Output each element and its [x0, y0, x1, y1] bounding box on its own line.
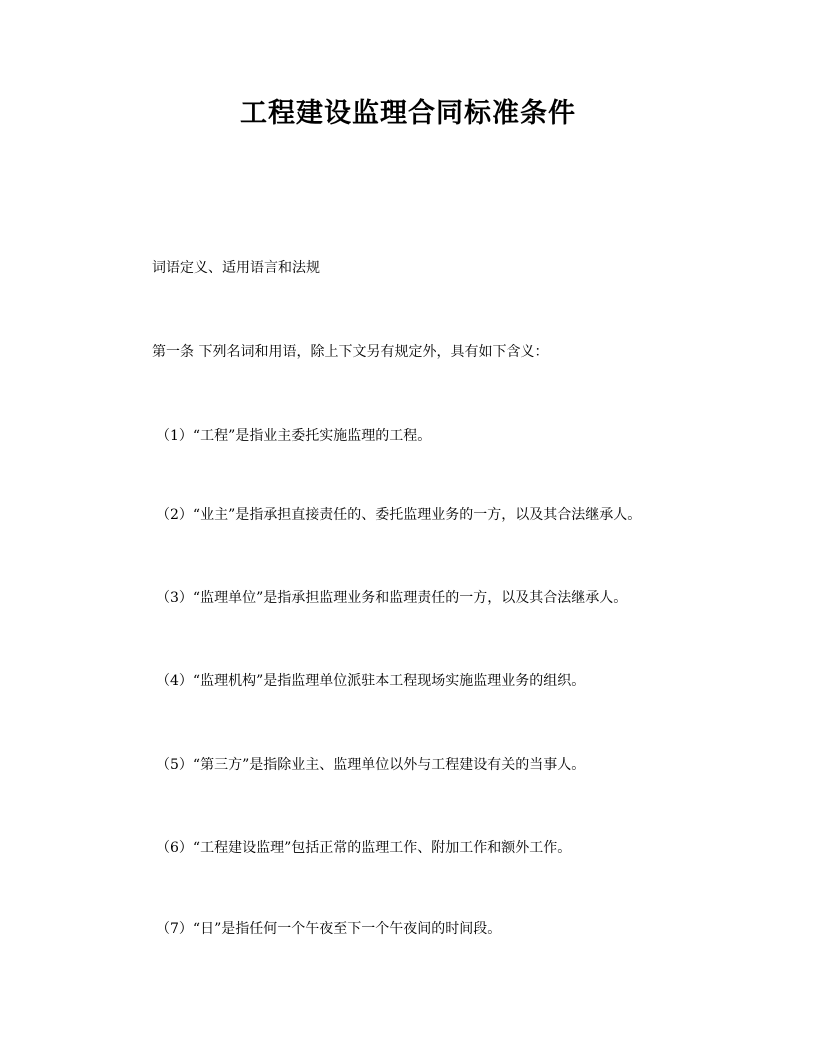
- definition-item: （3）“监理单位”是指承担监理业务和监理责任的一方，以及其合法继承人。: [156, 590, 628, 606]
- article-one-intro: 第一条 下列名词和用语，除上下文另有规定外，具有如下含义：: [152, 344, 549, 360]
- definition-item: （6）“工程建设监理”包括正常的监理工作、附加工作和额外工作。: [156, 840, 572, 856]
- definition-item: （2）“业主”是指承担直接责任的、委托监理业务的一方，以及其合法继承人。: [156, 507, 642, 523]
- section-heading: 词语定义、适用语言和法规: [152, 260, 320, 276]
- definition-item: （4）“监理机构”是指监理单位派驻本工程现场实施监理业务的组织。: [156, 673, 586, 689]
- definition-item: （1）“工程”是指业主委托实施监理的工程。: [156, 428, 432, 444]
- definition-item: （5）“第三方”是指除业主、监理单位以外与工程建设有关的当事人。: [156, 757, 586, 773]
- definition-item: （7）“日”是指任何一个午夜至下一个午夜间的时间段。: [156, 921, 502, 937]
- document-title: 工程建设监理合同标准条件: [240, 98, 576, 129]
